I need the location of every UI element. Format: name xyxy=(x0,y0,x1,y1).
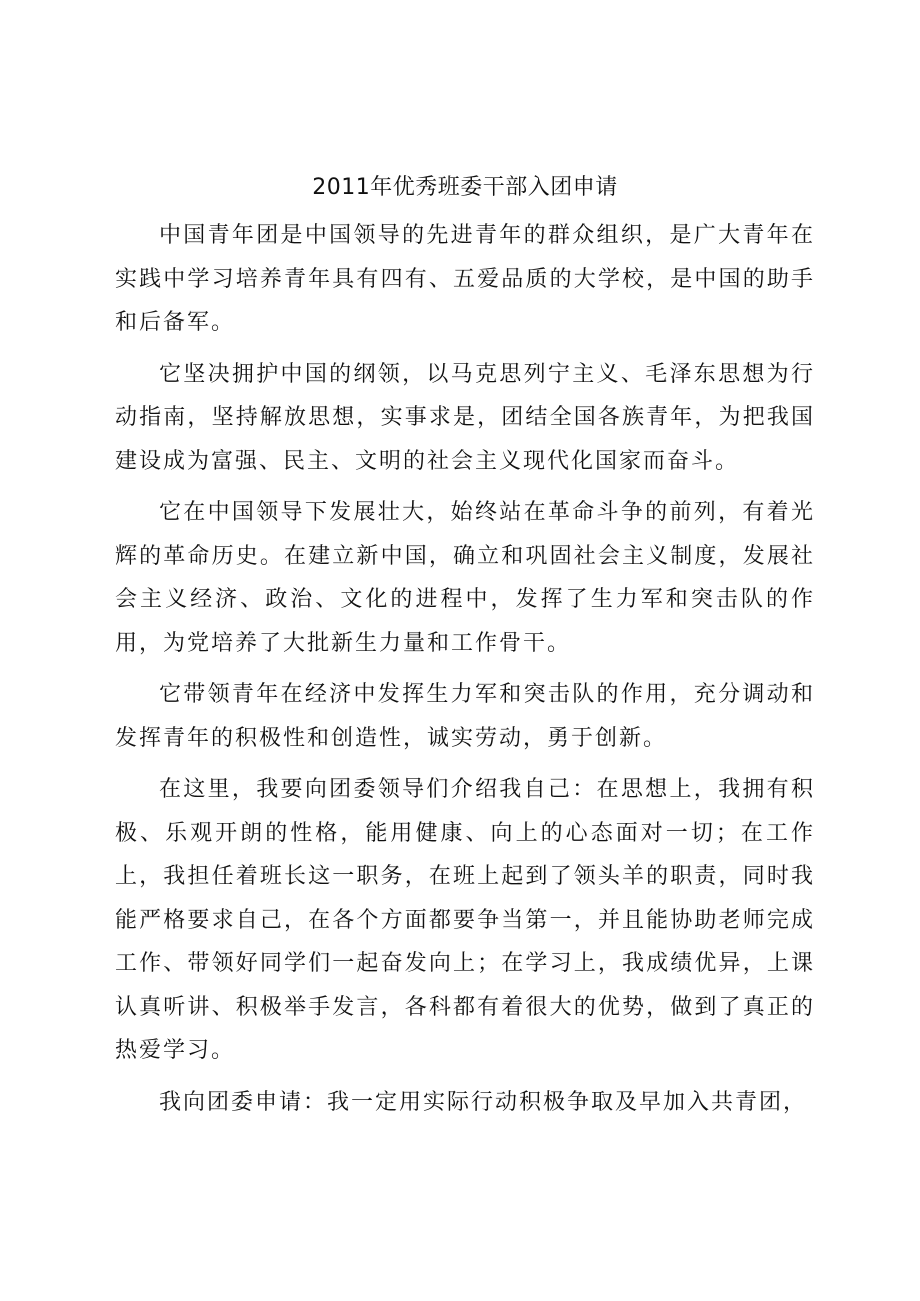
paragraph-2: 它坚决拥护中国的纲领，以马克思列宁主义、毛泽东思想为行动指南，坚持解放思想，实事求是，团结全国各族青年，为把我国建设成为富强、民主、文明的社会主义现代化国家而奋斗。 xyxy=(115,361,815,474)
document-title: 2011年优秀班委干部入团申请 xyxy=(312,175,618,200)
paragraph-6: 我向团委申请：我一定用实际行动积极争取及早加入共青团， xyxy=(159,1089,808,1115)
paragraph-1: 中国青年团是中国领导的先进青年的群众组织，是广大青年在实践中学习培养青年具有四有、五爱品质的大学校，是中国的助手和后备军。 xyxy=(115,223,815,335)
document-body xyxy=(115,172,815,1132)
paragraph-5: 在这里，我要向团委领导们介绍我自己：在思想上，我拥有积极、乐观开朗的性格，能用健康、向上的心态面对一切；在工作上，我担任着班长这一职务，在班上起到了领头羊的职责，同时我能严格要求自己，在各个方面都要争当第一，并且能协助老师完成工作、带领好同学们一起奋发向上；在学习上，我成绩优异，上课认真听讲、积极举手发言，各科都有着很大的优势，做到了真正的热爱学习。 xyxy=(115,777,815,1063)
paragraph-3: 它在中国领导下发展壮大，始终站在革命斗争的前列，有着光辉的革命历史。在建立新中国，确立和巩固社会主义制度，发展社会主义经济、政治、文化的进程中，发挥了生力军和突击队的作用，为党培养了大批新生力量和工作骨干。 xyxy=(115,500,815,656)
paragraph-4: 它带领青年在经济中发挥生力军和突击队的作用，充分调动和发挥青年的积极性和创造性，诚实劳动，勇于创新。 xyxy=(115,682,815,751)
